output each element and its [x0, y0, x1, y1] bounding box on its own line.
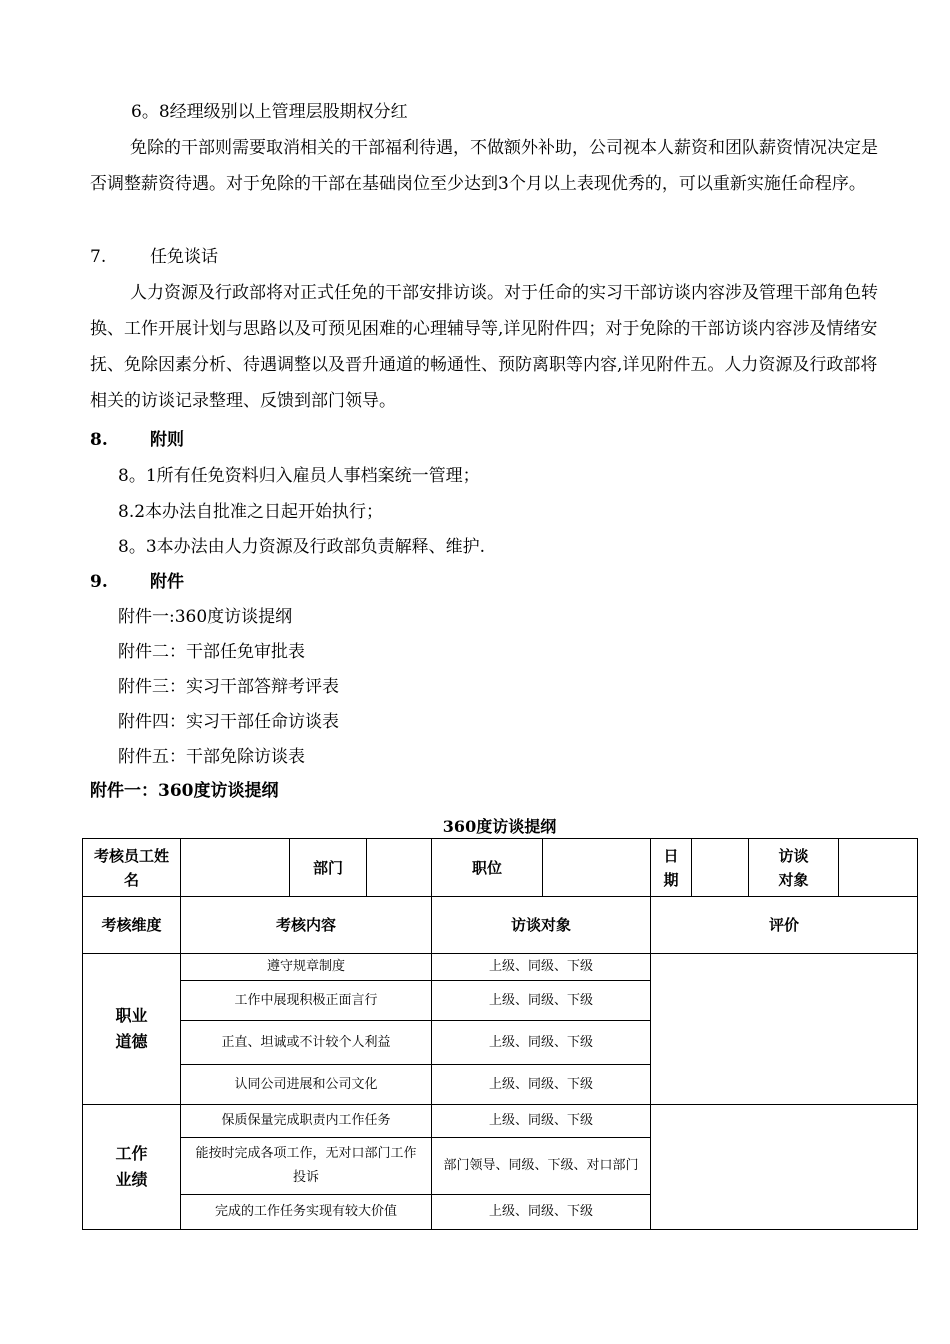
department-value[interactable] [367, 839, 432, 897]
interview-outline-table [82, 838, 918, 1230]
section-7-title: 任免谈话 [150, 247, 218, 267]
table-row [83, 954, 918, 981]
position-label: 职位 [432, 839, 543, 897]
attachment-5: 附件五：干部免除访谈表 [118, 747, 305, 767]
rule-8-2: 8.2本办法自批准之日起开始执行； [118, 502, 384, 522]
content-cell: 正直、坦诚或不计较个人利益 [181, 1021, 432, 1065]
employee-name-label: 考核员工姓名 [83, 839, 181, 897]
column-header-dimension: 考核维度 [83, 897, 181, 954]
column-header-evaluation: 评价 [651, 897, 918, 954]
section-9-title: 附件 [150, 572, 184, 592]
table-header-row [83, 897, 918, 954]
column-header-target: 访谈对象 [432, 897, 651, 954]
item-6-8: 6。8经理级别以上管理层股期权分红 [131, 102, 408, 122]
position-value[interactable] [543, 839, 651, 897]
attachment-1: 附件一:360度访谈提纲 [118, 607, 293, 627]
section-8-title: 附则 [150, 430, 184, 450]
content-cell: 认同公司进展和公司文化 [181, 1065, 432, 1105]
interviewee-value[interactable] [839, 839, 918, 897]
target-cell: 上级、同级、下级 [432, 954, 651, 981]
target-cell: 上级、同级、下级 [432, 1021, 651, 1065]
target-cell: 上级、同级、下级 [432, 1195, 651, 1230]
content-cell: 工作中展现积极正面言行 [181, 981, 432, 1021]
table-row [83, 839, 918, 897]
target-cell: 部门领导、同级、下级、对口部门 [432, 1138, 651, 1195]
rule-8-1: 8。1所有任免资料归入雇员人事档案统一管理； [118, 466, 480, 486]
content-cell: 能按时完成各项工作，无对口部门工作投诉 [181, 1138, 432, 1195]
content-cell: 完成的工作任务实现有较大价值 [181, 1195, 432, 1230]
interviewee-label: 访谈 对象 [749, 839, 839, 897]
table-row [83, 1105, 918, 1138]
dimension-cell: 职业 道德 [83, 954, 181, 1105]
target-cell: 上级、同级、下级 [432, 1065, 651, 1105]
target-cell: 上级、同级、下级 [432, 1105, 651, 1138]
section-8-number: 8. [90, 430, 108, 450]
dimension-cell: 工作 业绩 [83, 1105, 181, 1230]
paragraph-dismissal: 免除的干部则需要取消相关的干部福利待遇，不做额外补助，公司视本人薪资和团队薪资情况决定是否调整薪资待遇。对于免除的干部在基础岗位至少达到3个月以上表现优秀的，可以重新实施任命程序。 [90, 138, 878, 194]
paragraph-interview: 人力资源及行政部将对正式任免的干部安排访谈。对于任命的实习干部访谈内容涉及管理干部角色转换、工作开展计划与思路以及可预见困难的心理辅导等,详见附件四；对于免除的干部访谈内容涉及情绪安抚、免除因素分析、待遇调整以及晋升通道的畅通性、预防离职等内容,详见附件五。人力资源及行政部将相关的访谈记录整理、反馈到部门领导。 [90, 283, 878, 411]
evaluation-cell[interactable] [651, 1105, 918, 1230]
attachment-heading: 附件一：360度访谈提纲 [90, 781, 279, 801]
attachment-4: 附件四：实习干部任命访谈表 [118, 712, 339, 732]
content-cell: 遵守规章制度 [181, 954, 432, 981]
section-9-number: 9. [90, 572, 108, 592]
target-cell: 上级、同级、下级 [432, 981, 651, 1021]
rule-8-3: 8。3本办法由人力资源及行政部负责解释、维护. [118, 537, 486, 557]
attachment-3: 附件三：实习干部答辩考评表 [118, 677, 339, 697]
attachment-2: 附件二：干部任免审批表 [118, 642, 305, 662]
employee-name-value[interactable] [181, 839, 290, 897]
date-value[interactable] [692, 839, 749, 897]
evaluation-cell[interactable] [651, 954, 918, 1105]
content-cell: 保质保量完成职责内工作任务 [181, 1105, 432, 1138]
department-label: 部门 [290, 839, 367, 897]
section-7-number: 7. [90, 247, 107, 267]
table-title: 360度访谈提纲 [442, 817, 557, 836]
column-header-content: 考核内容 [181, 897, 432, 954]
date-label: 日 期 [651, 839, 692, 897]
